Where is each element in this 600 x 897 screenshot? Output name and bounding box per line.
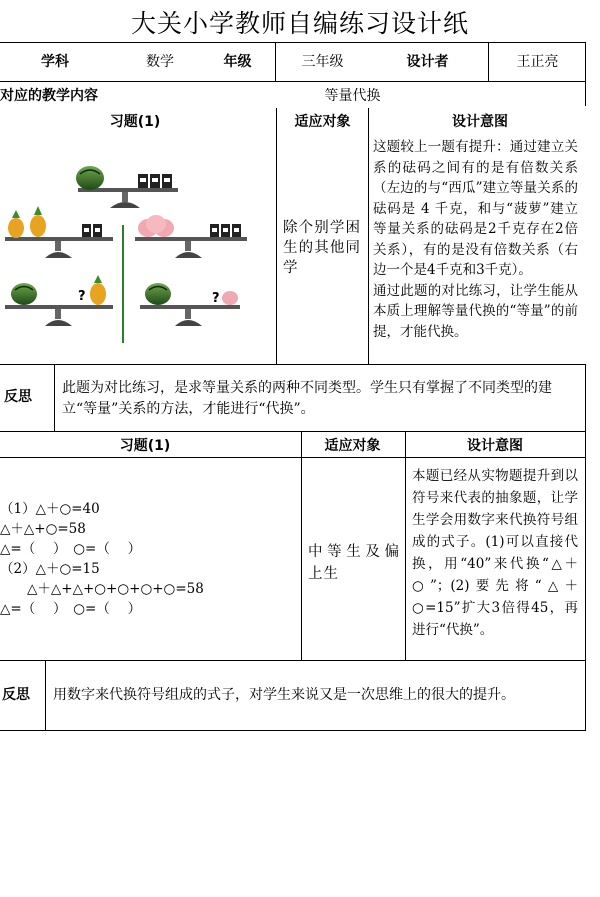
equation-line: （1）△＋○=40 — [0, 501, 100, 517]
equation-line: △=（ ） ○=（ ） — [0, 541, 142, 557]
header-row-border — [0, 81, 586, 82]
peach-icon — [222, 291, 238, 305]
content-label: 对应的教学内容 — [0, 88, 98, 104]
header-divider — [275, 42, 276, 81]
ex1-intent-text — [373, 137, 578, 342]
balance-scales-illustration — [0, 130, 272, 350]
ex2-equations — [0, 499, 295, 619]
question-mark: ? — [212, 291, 220, 306]
reflection1-divider — [54, 364, 55, 431]
ex2-target-text: 中等生及偏上生 — [308, 544, 400, 582]
scale-right — [135, 215, 247, 258]
equation-line: （2）△＋○=15 — [0, 561, 100, 577]
scale-bottom-left — [5, 275, 113, 326]
ex1-divider — [276, 108, 277, 364]
grade-value: 三年级 — [301, 54, 344, 70]
weights-icon — [82, 224, 102, 237]
designer-value: 王正亮 — [516, 54, 559, 70]
ex2-intent-heading: 设计意图 — [467, 438, 523, 454]
ex2-bottom-border — [0, 660, 586, 661]
ex2-header-border — [0, 457, 586, 458]
weights-icon — [210, 224, 241, 237]
ex1-target-heading: 适应对象 — [294, 114, 351, 130]
ex1-divider — [368, 108, 369, 364]
equation-line: △=（ ） ○=（ ） — [0, 601, 142, 617]
ex1-intent-para: 这题较上一题有提升：通过建立关系的砝码之间有的是有倍数关系（左边的与“西瓜”建立等量关系的砝码是 4 千克，和与“菠萝”建立等量关系的砝码是2千克存在2倍关系），有的是没有倍数关系（右边一个是4千克和3千克）。 — [373, 139, 578, 278]
ex1-heading: 习题(1) — [109, 114, 161, 130]
scale-left — [5, 206, 113, 258]
equation-line: △＋△+○=58 — [0, 521, 86, 537]
reflection1-label: 反思 — [4, 389, 32, 405]
table-right-border — [585, 364, 586, 431]
weights-icon — [138, 174, 172, 188]
reflection2-label: 反思 — [2, 687, 30, 703]
ex1-intent-para: 通过此题的对比练习，让学生能从本质上理解等量代换的“等量”的前提，才能代换。 — [373, 282, 578, 340]
pineapple-icon — [90, 275, 106, 305]
subject-value: 数学 — [146, 54, 174, 70]
table-top-border — [0, 42, 586, 43]
table-right-border — [585, 431, 586, 730]
pineapple-icon — [30, 206, 46, 237]
ex1-target-text: 除个别学困生的其他同学 — [283, 220, 361, 276]
watermelon-icon — [11, 283, 37, 305]
content-value: 等量代换 — [324, 88, 381, 104]
green-divider — [122, 225, 124, 343]
reflection2-bottom-border — [0, 730, 586, 731]
pineapple-icon — [8, 210, 24, 238]
header-divider — [488, 42, 489, 81]
watermelon-icon — [145, 283, 171, 305]
ex2-target-heading: 适应对象 — [324, 438, 381, 454]
scale-top — [76, 166, 178, 208]
ex1-bottom-border — [0, 364, 586, 365]
scale-bottom-right — [140, 283, 240, 326]
reflection2-divider — [45, 660, 46, 730]
ex2-divider — [301, 431, 302, 660]
grade-label: 年级 — [223, 54, 252, 70]
question-mark: ? — [78, 289, 86, 304]
watermelon-icon — [76, 166, 104, 190]
equation-line: △＋△+△+○+○+○+○=58 — [0, 581, 204, 597]
peach-icon — [138, 215, 174, 237]
reflection1-bottom-border — [0, 431, 586, 432]
table-right-border — [585, 42, 586, 106]
designer-label: 设计者 — [406, 54, 449, 70]
ex2-intent-text: 本题已经从实物题提升到以符号来代表的抽象题，让学生学会用数字来代换符号组成的式子。(1)可以直接代换，用“40”来代换“△＋○”；(2)要先将“△＋○=15”扩大3倍得45，再进行“代换”。 — [412, 468, 578, 638]
reflection1-text: 此题为对比练习，是求等量关系的两种不同类型。学生只有掌握了不同类型的建立“等量”关系的方法，才能进行“代换”。 — [62, 380, 552, 417]
ex1-intent-heading: 设计意图 — [452, 114, 508, 130]
ex2-heading: 习题(1) — [119, 438, 171, 454]
reflection2-text: 用数字来代换符号组成的式子，对学生来说又是一次思维上的很大的提升。 — [53, 687, 515, 703]
ex2-divider — [405, 431, 406, 660]
page-title: 大关小学教师自编练习设计纸 — [130, 9, 469, 38]
subject-label: 学科 — [41, 54, 69, 70]
